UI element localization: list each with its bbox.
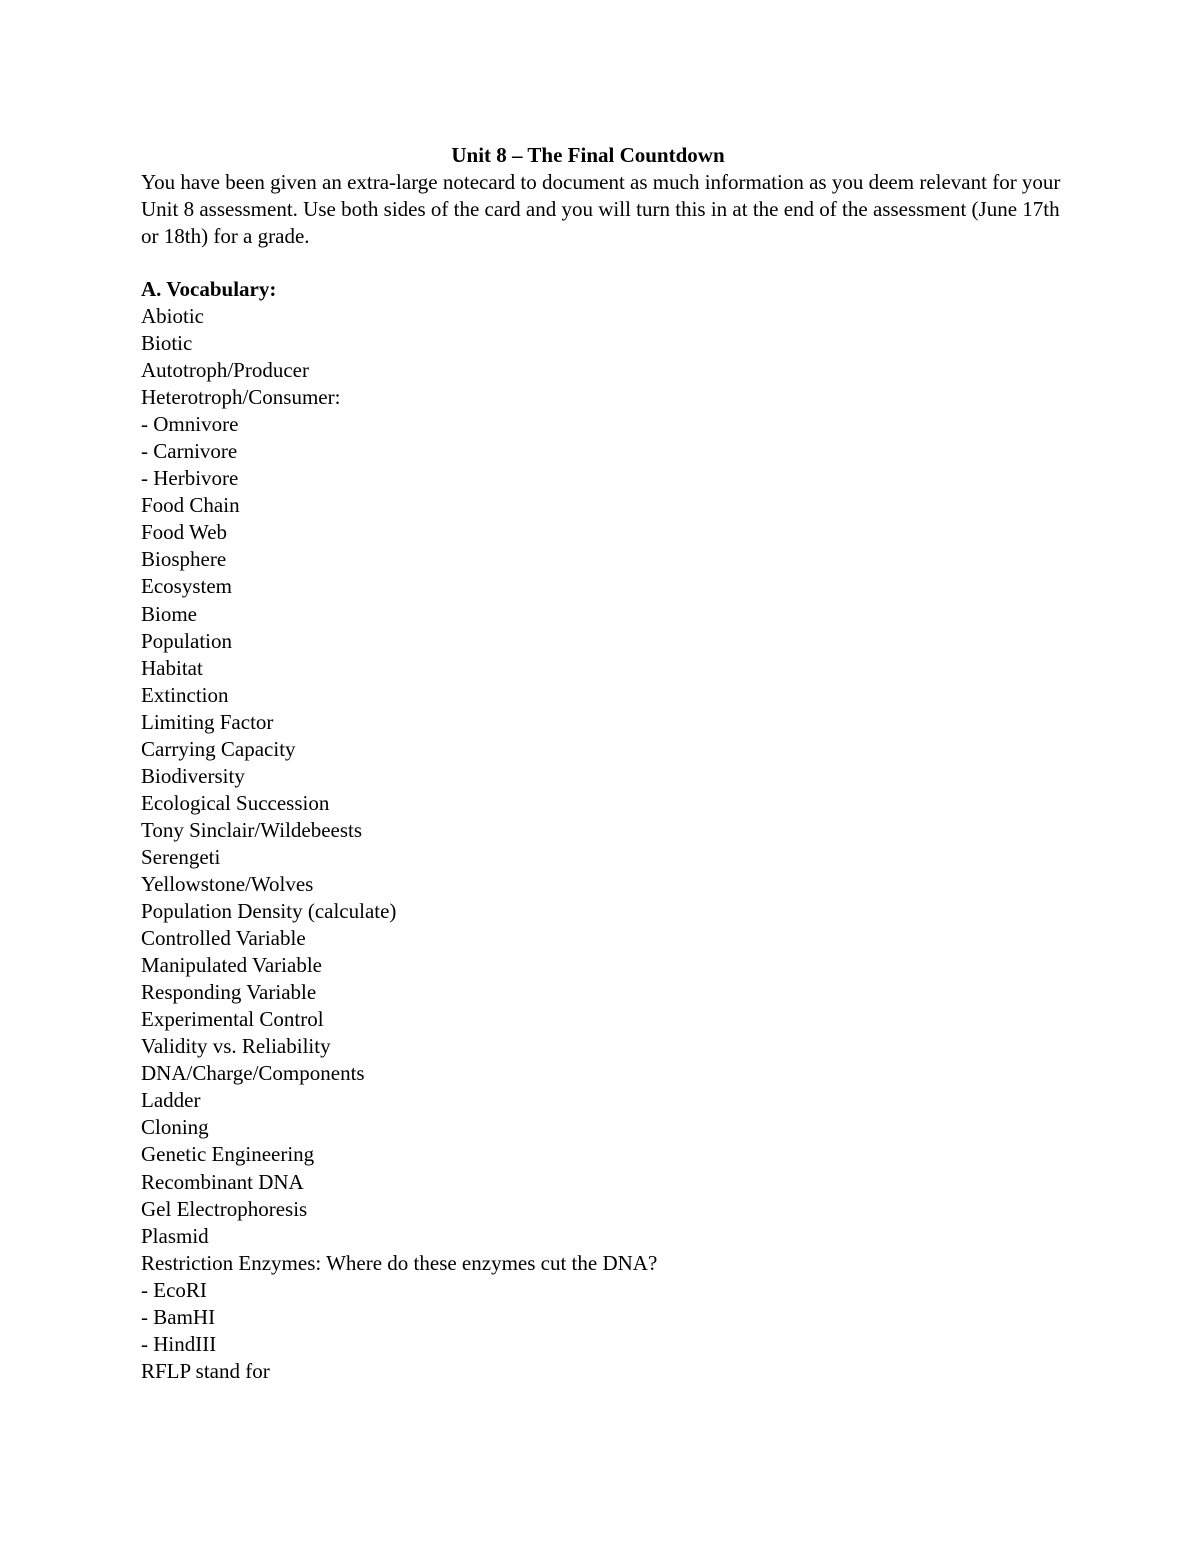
vocabulary-item: Experimental Control (141, 1007, 324, 1032)
vocabulary-item: Food Web (141, 520, 228, 545)
vocabulary-item: - EcoRI (141, 1277, 207, 1302)
vocabulary-item: Biosphere (141, 547, 227, 572)
vocabulary-item: Serengeti (141, 844, 221, 869)
vocabulary-item: Gel Electrophoresis (141, 1196, 308, 1221)
vocabulary-item: Ecosystem (141, 574, 232, 599)
vocabulary-item: Limiting Factor (141, 709, 274, 734)
vocabulary-item: Recombinant DNA (141, 1169, 304, 1194)
vocabulary-item: Genetic Engineering (141, 1142, 315, 1167)
vocabulary-item: Abiotic (141, 304, 204, 328)
vocabulary-list (141, 303, 1061, 1385)
vocabulary-item: Cloning (141, 1115, 209, 1140)
vocabulary-item: - BamHI (141, 1304, 216, 1329)
vocabulary-item: DNA/Charge/Components (141, 1061, 365, 1086)
vocabulary-item: Biodiversity (141, 763, 245, 788)
vocabulary-item: Ecological Succession (141, 790, 330, 815)
vocabulary-item: Tony Sinclair/Wildebeests (141, 817, 363, 842)
vocabulary-item: Yellowstone/Wolves (141, 871, 314, 896)
vocabulary-item: Biome (141, 601, 197, 626)
intro-paragraph: You have been given an extra-large notecard to document as much information as you deem relevant for your Unit 8 assessment. Use both sides of the card and you will turn this in at the end of the assessment (June 17th or 18th) for a grade. (141, 170, 1061, 248)
document-content (141, 142, 1061, 1385)
vocabulary-item: RFLP stand for (141, 1358, 270, 1383)
section-a-heading: A. Vocabulary: (141, 277, 277, 301)
document-title: Unit 8 – The Final Countdown (451, 143, 725, 167)
vocabulary-item: Validity vs. Reliability (141, 1034, 331, 1059)
vocabulary-item: Controlled Variable (141, 926, 306, 951)
vocabulary-item: - Carnivore (141, 439, 238, 464)
vocabulary-item: Heterotroph/Consumer: (141, 385, 341, 410)
vocabulary-item: Population (141, 628, 233, 653)
vocabulary-item: Plasmid (141, 1223, 209, 1248)
vocabulary-item: - HindIII (141, 1331, 217, 1356)
vocabulary-item: - Omnivore (141, 412, 239, 437)
vocabulary-item: Biotic (141, 331, 193, 356)
vocabulary-item: Population Density (calculate) (141, 899, 397, 924)
vocabulary-item: Habitat (141, 655, 203, 680)
vocabulary-item: Ladder (141, 1088, 201, 1113)
vocabulary-item: Manipulated Variable (141, 953, 322, 978)
vocabulary-item: Autotroph/Producer (141, 358, 309, 383)
vocabulary-item: Carrying Capacity (141, 736, 296, 761)
vocabulary-item: Restriction Enzymes: Where do these enzymes cut the DNA? (141, 1250, 658, 1275)
vocabulary-item: - Herbivore (141, 466, 239, 491)
vocabulary-item: Responding Variable (141, 980, 317, 1005)
vocabulary-item: Extinction (141, 682, 229, 707)
vocabulary-item: Food Chain (141, 493, 240, 518)
